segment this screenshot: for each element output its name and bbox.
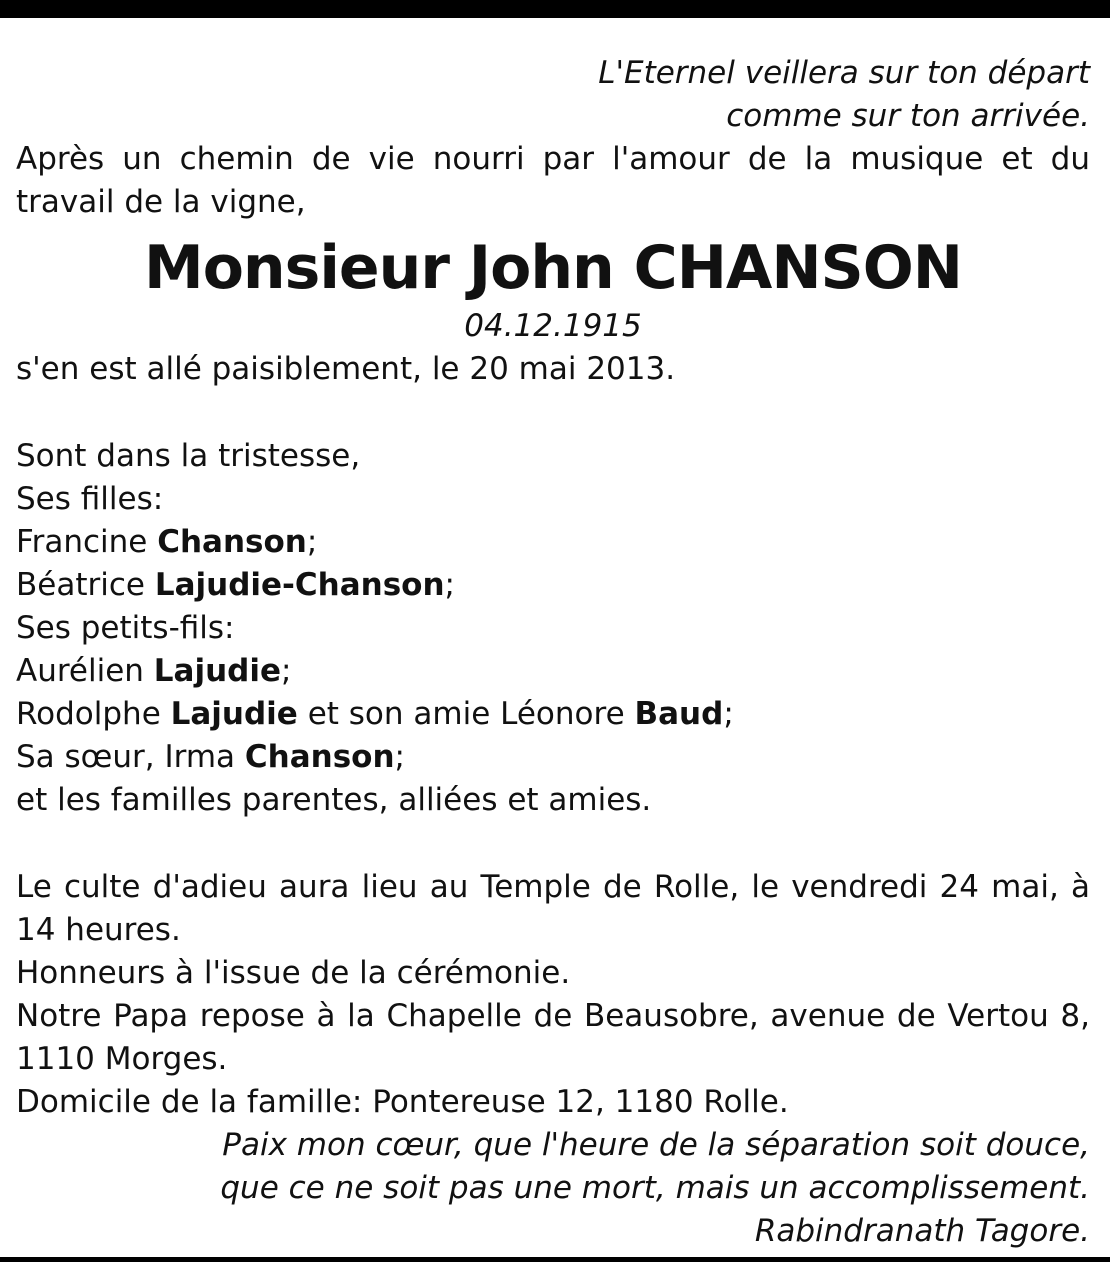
families: et les familles parentes, alliées et amies. — [16, 782, 652, 818]
epigraph-line-2: comme sur ton arrivée. — [726, 98, 1090, 134]
family-residence: Domicile de la famille: Pontereuse 12, 1180 Rolle. — [16, 1084, 789, 1120]
grandsons-label: Ses petits-fils: — [16, 610, 235, 646]
ceremony-info: Le culte d'adieu aura lieu au Temple de Rolle, le vendredi 24 mai, à 14 heures. — [16, 869, 1090, 948]
closing-quote — [16, 1124, 1090, 1253]
honours-info: Honneurs à l'issue de la cérémonie. — [16, 955, 571, 991]
obituary-notice — [16, 52, 1090, 1253]
daughter-2: Béatrice Lajudie-Chanson; — [16, 567, 455, 603]
closing-quote-line-2: que ce ne soit pas une mort, mais un accomplissement. — [220, 1170, 1090, 1206]
top-border — [0, 0, 1110, 18]
resting-place-info: Notre Papa repose à la Chapelle de Beausobre, avenue de Vertou 8, 1110 Morges. — [16, 998, 1090, 1077]
deceased-name: Monsieur John CHANSON — [143, 233, 962, 303]
grandson-2: Rodolphe Lajudie et son amie Léonore Baud; — [16, 696, 734, 732]
birth-date: 04.12.1915 — [464, 308, 642, 344]
bottom-border — [0, 1257, 1110, 1262]
sister: Sa sœur, Irma Chanson; — [16, 739, 405, 775]
spacer — [16, 391, 1090, 435]
spacer — [16, 822, 1090, 866]
epigraph-line-1: L'Eternel veillera sur ton départ — [598, 55, 1090, 91]
daughter-1: Francine Chanson; — [16, 524, 318, 560]
closing-quote-author: Rabindranath Tagore. — [754, 1213, 1090, 1249]
intro-text: Après un chemin de vie nourri par l'amour de la musique et du travail de la vigne, — [16, 141, 1090, 220]
mourners-opening: Sont dans la tristesse, — [16, 438, 361, 474]
closing-quote-line-1: Paix mon cœur, que l'heure de la séparation soit douce, — [222, 1127, 1090, 1163]
grandson-1: Aurélien Lajudie; — [16, 653, 292, 689]
epigraph — [16, 52, 1090, 138]
daughters-label: Ses filles: — [16, 481, 164, 517]
passing-statement: s'en est allé paisiblement, le 20 mai 2013. — [16, 351, 676, 387]
